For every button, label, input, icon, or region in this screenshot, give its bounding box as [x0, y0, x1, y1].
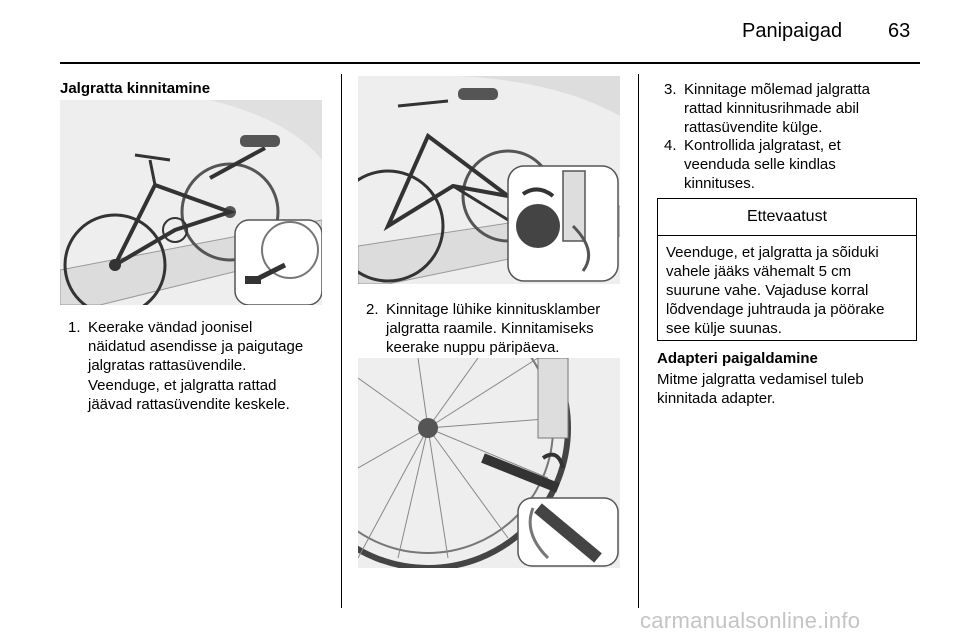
caution-line: suurune vahe. Vajaduse korral	[666, 282, 869, 299]
step-text-line: Kontrollida jalgratast, et	[684, 137, 841, 154]
step-text-line: Kinnitage mõlemad jalgratta	[684, 81, 870, 98]
step-number: 1.	[68, 319, 81, 336]
page-header	[0, 0, 960, 64]
step-text-line: jalgratas rattasüvendile.	[88, 357, 247, 374]
note-line: Veenduge, et jalgratta rattad	[88, 377, 277, 394]
step-number: 4.	[664, 137, 677, 154]
step-text-line: näidatud asendisse ja paigutage	[88, 338, 304, 355]
body-line: Mitme jalgratta vedamisel tuleb	[657, 371, 864, 388]
caution-line: Veenduge, et jalgratta ja sõiduki	[666, 244, 879, 261]
header-rule	[60, 62, 920, 64]
caution-line: vahele jääks vähemalt 5 cm	[666, 263, 852, 280]
step-1-note	[88, 376, 328, 414]
step-text-line: Keerake vändad joonisel	[88, 319, 253, 336]
step-1	[68, 318, 328, 378]
step-text-line: keerake nuppu päripäeva.	[386, 339, 560, 356]
illustration-frame-clamp	[358, 76, 620, 284]
column-divider-right	[638, 74, 639, 608]
step-text-line: jalgratta raamile. Kinnitamiseks	[386, 320, 594, 337]
page-title: Panipaigad	[742, 20, 843, 42]
step-2	[366, 300, 632, 360]
column-divider-left	[341, 74, 342, 608]
page-number: 63	[888, 20, 911, 42]
step-number: 2.	[366, 301, 379, 318]
step-3	[664, 80, 924, 140]
step-4	[664, 136, 924, 196]
note-line: jäävad rattasüvendite keskele.	[88, 396, 290, 413]
step-text-line: rattasüvendite külge.	[684, 119, 823, 136]
step-text-line: Kinnitage lühike kinnitusklamber	[386, 301, 601, 318]
illustration-wheel-strap	[358, 358, 620, 568]
body-line: kinnitada adapter.	[657, 390, 776, 407]
adapter-body	[657, 370, 917, 408]
caution-line: see külje suunas.	[666, 320, 782, 337]
section-heading-adapter: Adapteri paigaldamine	[657, 350, 818, 367]
illustration-bike-pedals	[60, 100, 322, 305]
step-text-line: kinnituses.	[684, 175, 755, 192]
step-number: 3.	[664, 81, 677, 98]
caution-line: lõdvendage juhtrauda ja pöörake	[666, 301, 885, 318]
caution-title: Ettevaatust	[658, 199, 916, 236]
caution-box	[657, 198, 917, 341]
caution-body	[666, 243, 912, 338]
watermark-text: carmanualsonline.info	[640, 608, 861, 633]
step-text-line: rattad kinnitusrihmade abil	[684, 100, 860, 117]
step-text-line: veenduda selle kindlas	[684, 156, 836, 173]
section-heading-mounting: Jalgratta kinnitamine	[60, 80, 211, 97]
